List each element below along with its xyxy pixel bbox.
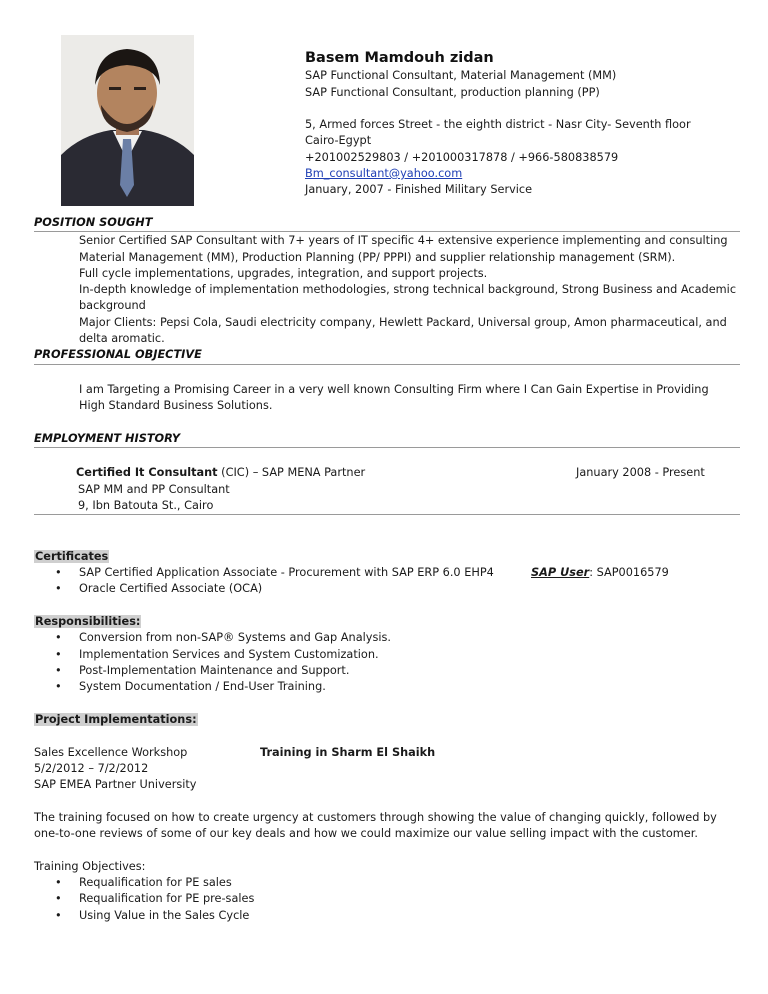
training-location: Training in Sharm El Shaikh (260, 746, 436, 759)
bullet: • (55, 664, 62, 677)
objective-item-1: Requalification for PE sales (79, 876, 232, 889)
military-status: January, 2007 - Finished Military Service (305, 183, 533, 196)
header-title-pp: SAP Functional Consultant, production planning (PP) (305, 86, 600, 99)
email-link[interactable]: Bm_consultant@yahoo.com (305, 167, 463, 180)
employment-role: SAP MM and PP Consultant (78, 483, 230, 496)
employment-dates: January 2008 - Present (576, 466, 705, 479)
certificate-item-2: Oracle Certified Associate (OCA) (79, 582, 263, 595)
position-line-4: In-depth knowledge of implementation methodologies, strong technical background, Strong Business and Academic (79, 283, 737, 296)
sap-user-label: SAP User (531, 566, 590, 579)
employment-address: 9, Ibn Batouta St., Cairo (78, 499, 214, 512)
training-objectives-label: Training Objectives: (34, 860, 146, 873)
bullet: • (55, 631, 62, 644)
section-divider (34, 364, 740, 365)
certificates-heading: Certificates (35, 550, 109, 563)
position-line-7: delta aromatic. (79, 332, 165, 345)
profile-photo (61, 35, 194, 206)
bullet: • (55, 582, 62, 595)
candidate-name: Basem Mamdouh zidan (305, 50, 494, 66)
objective-heading: PROFESSIONAL OBJECTIVE (34, 348, 202, 361)
section-divider (34, 514, 740, 515)
section-divider (34, 447, 740, 448)
header-title-mm: SAP Functional Consultant, Material Management (MM) (305, 69, 617, 82)
objective-line-1: I am Targeting a Promising Career in a very well known Consulting Firm where I Can Gain Expertise in Providing (79, 383, 709, 396)
training-desc-line-1: The training focused on how to create urgency at customers through showing the value of changing quickly, followed by (34, 811, 717, 824)
bullet: • (55, 876, 62, 889)
bullet: • (55, 909, 62, 922)
sap-user-value: : SAP0016579 (589, 566, 669, 579)
position-line-5: background (79, 299, 146, 312)
objective-item-2: Requalification for PE pre-sales (79, 892, 255, 905)
projects-heading-wrap (34, 712, 198, 728)
phone-numbers: +201002529803 / +201000317878 / +966-580838579 (305, 151, 619, 164)
bullet: • (55, 566, 62, 579)
employer-line (76, 465, 365, 481)
employment-heading: EMPLOYMENT HISTORY (34, 432, 180, 445)
objective-line-2: High Standard Business Solutions. (79, 399, 273, 412)
responsibility-item-4: System Documentation / End-User Training. (79, 680, 326, 693)
position-sought-heading: POSITION SOUGHT (34, 216, 153, 229)
responsibility-item-2: Implementation Services and System Customization. (79, 648, 379, 661)
certificate-item-1: SAP Certified Application Associate - Procurement with SAP ERP 6.0 EHP4 (79, 566, 494, 579)
position-line-6: Major Clients: Pepsi Cola, Saudi electricity company, Hewlett Packard, Universal group, Amon pharmaceutical, and (79, 316, 727, 329)
responsibilities-heading-wrap (34, 614, 141, 630)
training-org: SAP EMEA Partner University (34, 778, 197, 791)
bullet: • (55, 648, 62, 661)
training-desc-line-2: one-to-one reviews of some of our key deals and how we could maximize our value selling impact with the customer. (34, 827, 698, 840)
position-line-1: Senior Certified SAP Consultant with 7+ years of IT specific 4+ extensive experience implementing and consulting (79, 234, 728, 247)
address-line-1: 5, Armed forces Street - the eighth district - Nasr City- Seventh floor (305, 118, 691, 131)
certificates-heading-wrap (34, 549, 109, 565)
responsibilities-heading: Responsibilities: (35, 615, 141, 628)
position-line-3: Full cycle implementations, upgrades, integration, and support projects. (79, 267, 488, 280)
objective-item-3: Using Value in the Sales Cycle (79, 909, 250, 922)
bullet: • (55, 680, 62, 693)
position-line-2: Material Management (MM), Production Planning (PP/ PPPI) and supplier relationship management (SRM). (79, 251, 676, 264)
employer-detail: (CIC) – SAP MENA Partner (217, 466, 366, 479)
responsibility-item-1: Conversion from non-SAP® Systems and Gap Analysis. (79, 631, 391, 644)
section-divider (34, 231, 740, 232)
portrait-image (61, 35, 194, 206)
responsibility-item-3: Post-Implementation Maintenance and Support. (79, 664, 350, 677)
address-line-2: Cairo-Egypt (305, 134, 372, 147)
workshop-name: Sales Excellence Workshop (34, 746, 188, 759)
training-dates: 5/2/2012 – 7/2/2012 (34, 762, 149, 775)
projects-heading: Project Implementations: (35, 713, 197, 726)
bullet: • (55, 892, 62, 905)
employer-name: Certified It Consultant (76, 466, 218, 479)
sap-user-line (531, 565, 669, 581)
